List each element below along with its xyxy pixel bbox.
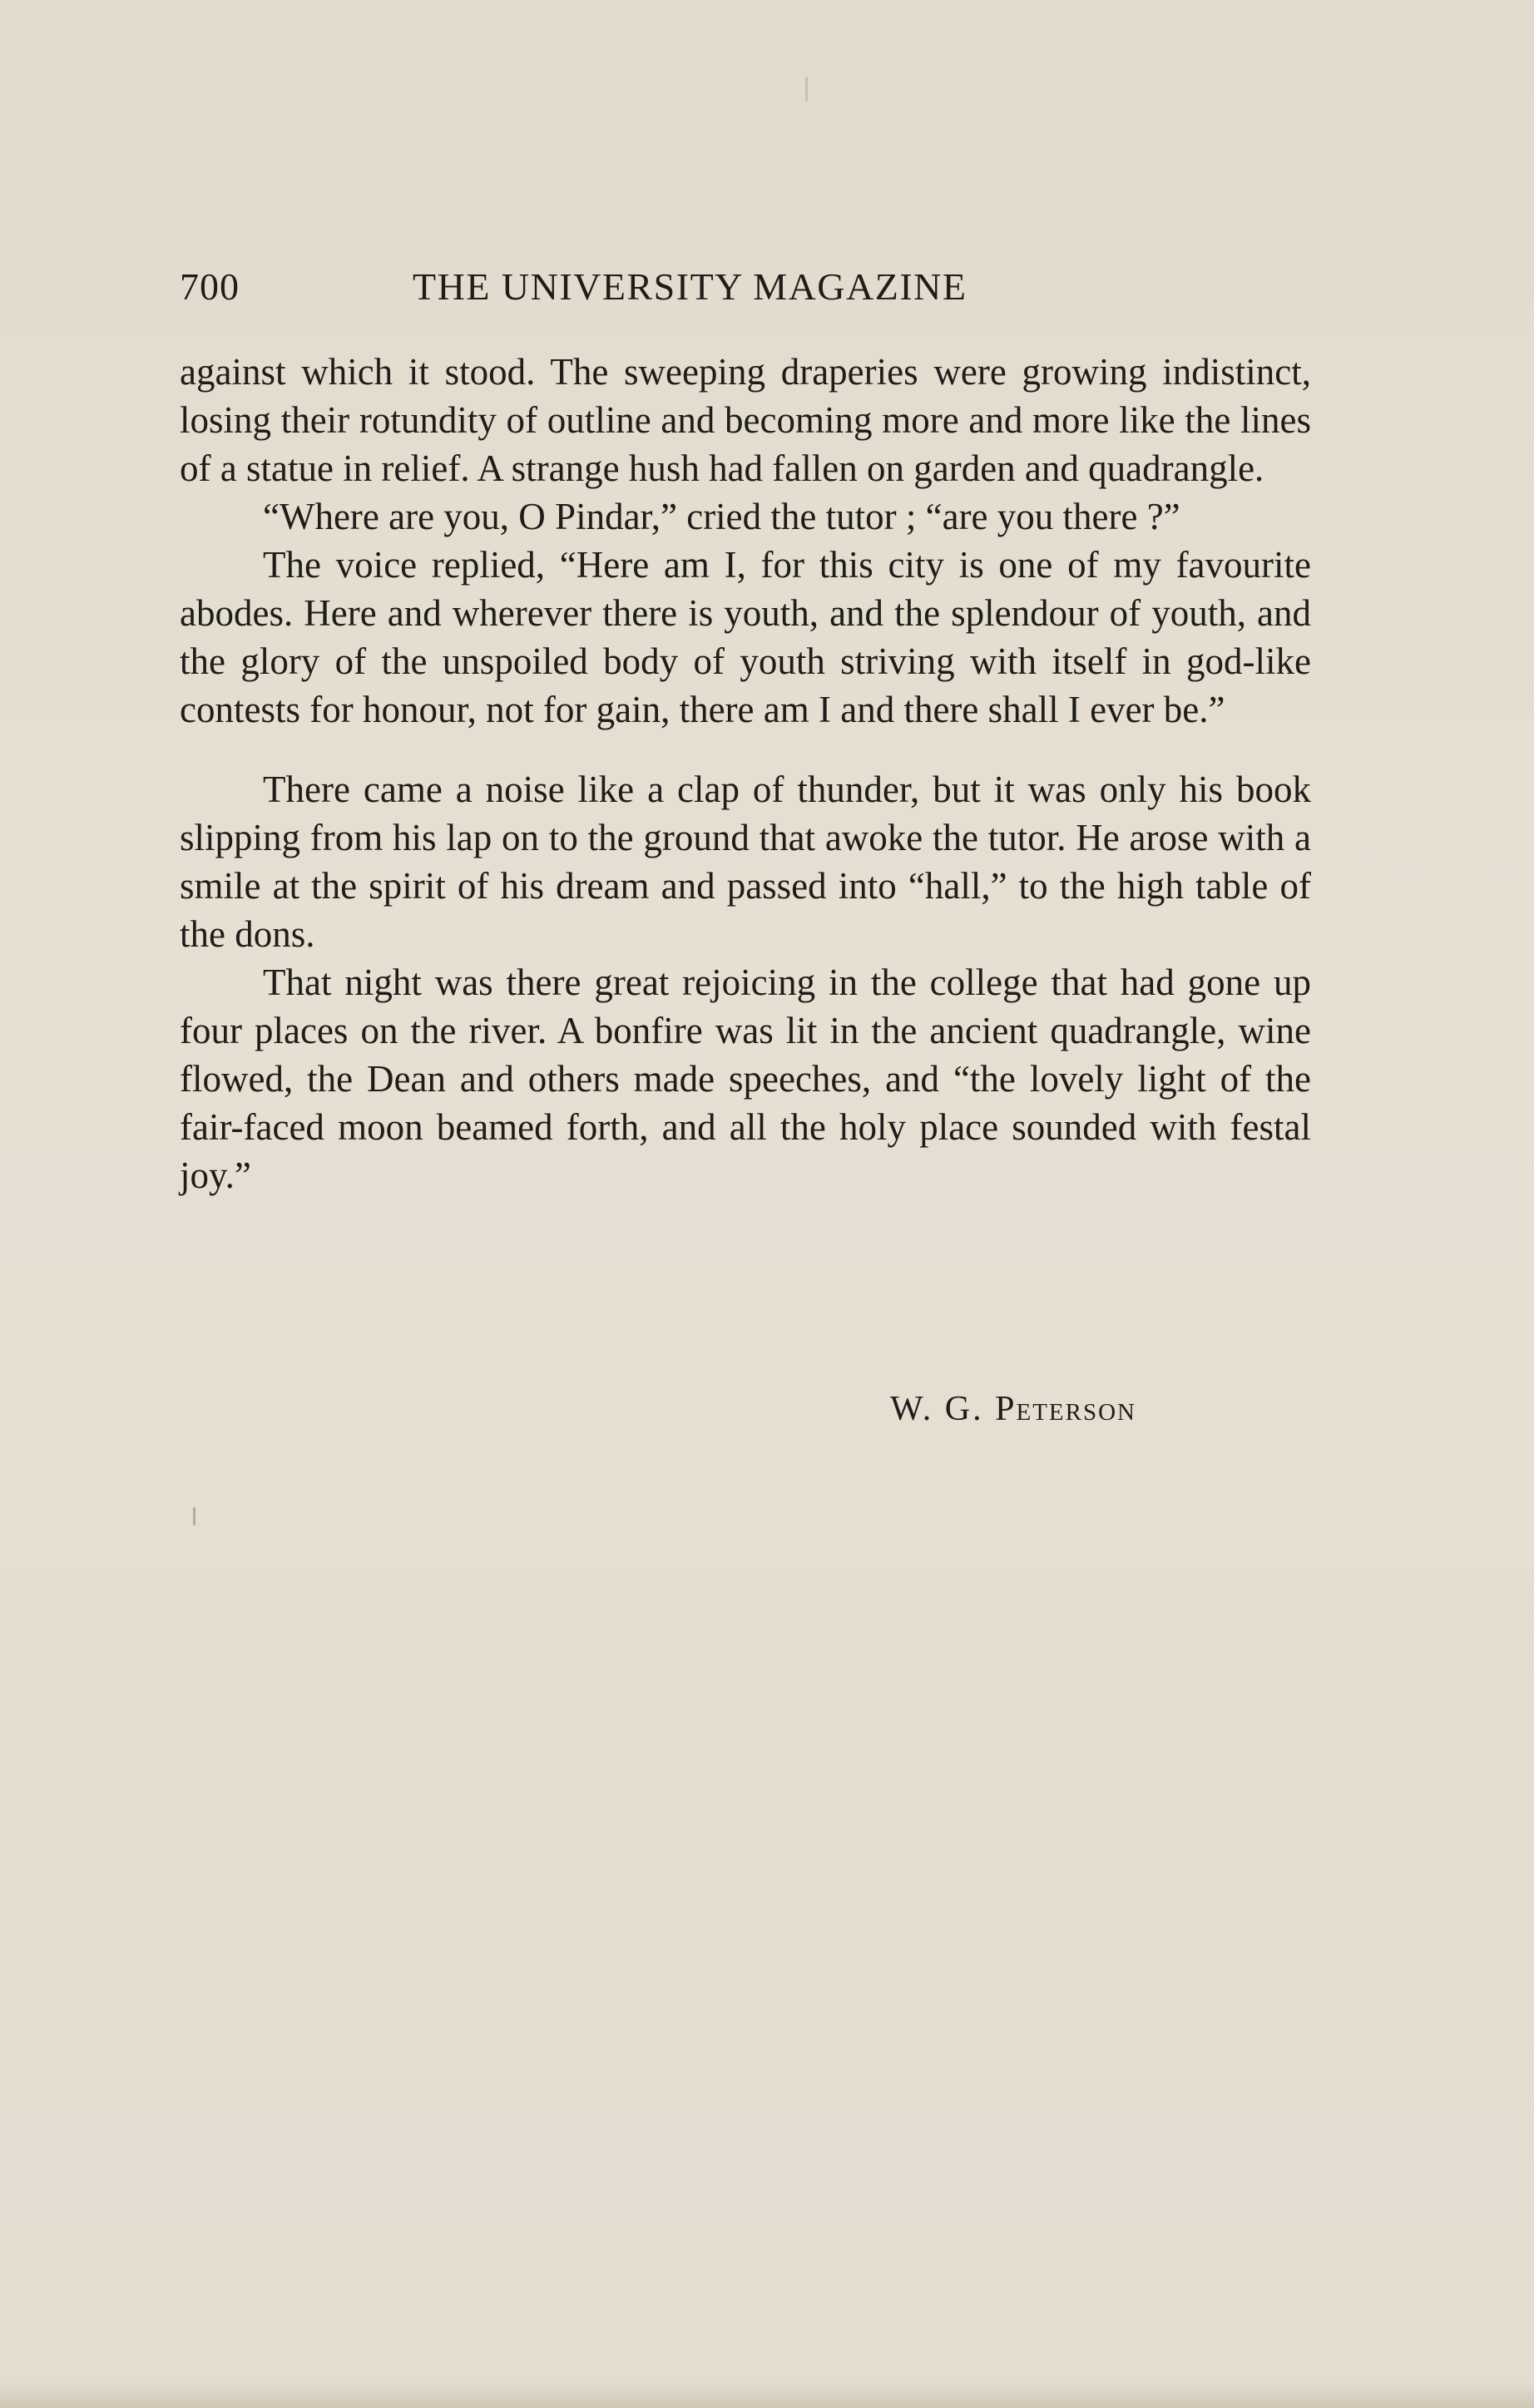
author-surname: Peterson <box>995 1390 1136 1428</box>
paragraph-tutor-question: “Where are you, O Pindar,” cried the tutor ; “are you there ?” <box>263 496 1180 537</box>
author-signature <box>890 1389 1136 1429</box>
page-number: 700 <box>180 265 240 308</box>
paragraph-voice-reply: The voice replied, “Here am I, for this city is one of my favourite abodes. Here and wherever there is youth, and the splendour of youth, and the glory of the unspoiled body of youth striving with itself in god-like contests for honour, not for gain, there am I and there shall I ever be.” <box>180 544 1311 730</box>
running-head <box>180 265 1311 314</box>
paper-speck <box>805 77 808 101</box>
paragraph-awakening: There came a noise like a clap of thunder, but it was only his book slipping from his lap on to the ground that awoke the tutor. He arose with a smile at the spirit of his dream and passed into “hall,” to the high table of the dons. <box>180 769 1311 955</box>
article-body <box>180 348 1311 1199</box>
author-initials: W. G. <box>890 1390 984 1428</box>
paragraph-continued: against which it stood. The sweeping draperies were growing indistinct, losing their rotundity of outline and becoming more and more like the lines of a statue in relief. A strange hush had fallen on garden and quadrangle. <box>180 351 1311 489</box>
journal-title: THE UNIVERSITY MAGAZINE <box>413 265 967 308</box>
paper-speck <box>193 1507 195 1525</box>
paragraph-celebration: That night was there great rejoicing in the college that had gone up four places on the river. A bonfire was lit in the ancient quadrangle, wine flowed, the Dean and others made speeches, and “the lovely light of the fair-faced moon beamed forth, and all the holy place sounded with festal joy.” <box>180 962 1311 1196</box>
